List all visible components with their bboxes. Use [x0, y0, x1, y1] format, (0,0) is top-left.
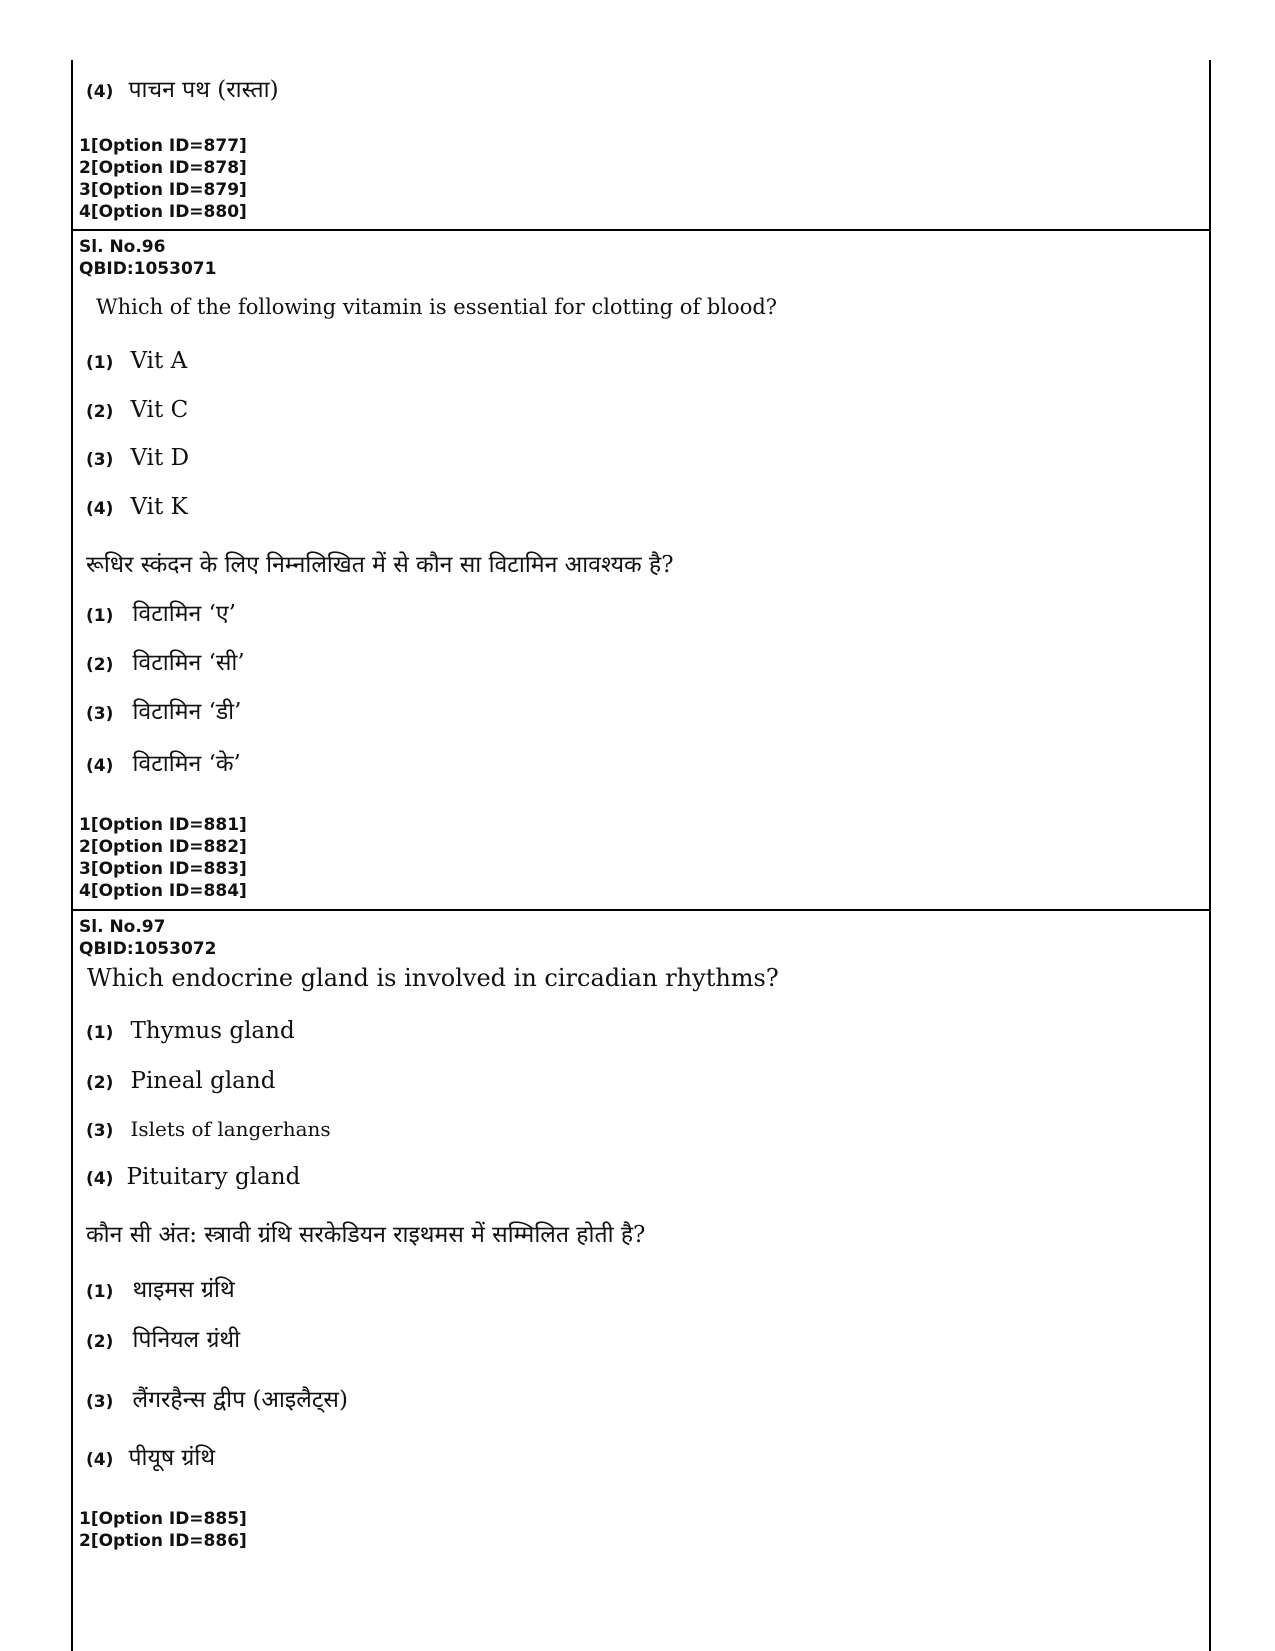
option-number: (1): [86, 1282, 114, 1302]
option-number: (2): [86, 402, 114, 422]
option-text: लैंगरहैन्स द्वीप (आइलैट्स): [132, 1387, 348, 1413]
q96-option-ids: [79, 814, 247, 902]
option-number: (4): [86, 756, 114, 776]
option-number: (4): [86, 499, 114, 519]
option-number: (4): [86, 1450, 114, 1470]
q96-option-en-3: [86, 445, 189, 471]
option-id-line: 1[Option ID=877]: [79, 136, 247, 156]
option-text: पिनियल ग्रंथी: [132, 1327, 241, 1353]
divider-q97: [71, 909, 1210, 911]
option-id-line: 3[Option ID=883]: [79, 859, 247, 879]
option-number: (3): [86, 450, 114, 470]
option-id-line: 4[Option ID=880]: [79, 202, 247, 222]
option-number: (3): [86, 1392, 114, 1412]
q97-option-hi-2: [86, 1322, 240, 1354]
q97-option-ids: [79, 1508, 247, 1552]
q96-option-en-4: [86, 494, 188, 520]
option-text: विटामिन ‘सी’: [132, 650, 245, 676]
option-id-line: 4[Option ID=884]: [79, 881, 247, 901]
q96-question-hi: रूधिर स्कंदन के लिए निम्नलिखित में से कौन सा विटामिन आवश्यक है?: [86, 552, 674, 578]
sl-no: Sl. No.96: [79, 237, 166, 257]
option-id-line: 2[Option ID=878]: [79, 158, 247, 178]
option-id-line: 3[Option ID=879]: [79, 180, 247, 200]
q96-option-en-2: [86, 397, 188, 423]
option-number: (2): [86, 1073, 114, 1093]
q97-option-en-2: [86, 1068, 275, 1094]
q96-header: [79, 236, 216, 280]
option-text: विटामिन ‘ए’: [132, 601, 236, 627]
q96-option-hi-2: [86, 645, 245, 677]
option-id-line: 2[Option ID=886]: [79, 1531, 247, 1551]
qbid: QBID:1053071: [79, 259, 217, 279]
option-text: Vit D: [130, 445, 190, 471]
q96-option-hi-1: [86, 596, 236, 628]
option-number: (2): [86, 1332, 114, 1352]
prev-option-ids: [79, 135, 247, 223]
option-text: Pineal gland: [130, 1068, 276, 1094]
option-number: (4): [86, 1169, 114, 1189]
option-text: Pituitary gland: [126, 1164, 301, 1190]
option-number: (2): [86, 655, 114, 675]
option-id-line: 2[Option ID=882]: [79, 837, 247, 857]
q96-option-en-1: [86, 348, 187, 374]
q97-option-en-3: [86, 1117, 331, 1141]
divider-q96: [71, 229, 1210, 231]
option-id-line: 1[Option ID=885]: [79, 1509, 247, 1529]
q97-option-hi-1: [86, 1272, 235, 1304]
option-text: पाचन पथ (रास्ता): [128, 77, 279, 103]
option-text: Vit A: [130, 348, 188, 374]
qbid: QBID:1053072: [79, 939, 217, 959]
option-number: (1): [86, 1023, 114, 1043]
option-number: (1): [86, 606, 114, 626]
q97-option-hi-4: [86, 1440, 215, 1472]
option-number: (3): [86, 704, 114, 724]
q97-option-en-4: [86, 1164, 300, 1190]
q96-option-hi-3: [86, 694, 241, 726]
q96-option-hi-4: [86, 746, 241, 778]
option-text: Vit C: [130, 397, 189, 423]
q97-option-hi-3: [86, 1382, 348, 1414]
option-text: विटामिन ‘के’: [132, 751, 241, 777]
q97-option-en-1: [86, 1018, 295, 1044]
q96-question-en: Which of the following vitamin is essential for clotting of blood?: [96, 295, 778, 319]
option-number: (4): [86, 82, 114, 102]
option-number: (1): [86, 353, 114, 373]
option-text: Thymus gland: [130, 1018, 295, 1044]
q97-question-en: Which endocrine gland is involved in circadian rhythms?: [87, 964, 779, 992]
option-text: पीयूष ग्रंथि: [128, 1445, 216, 1471]
option-text: Islets of langerhans: [130, 1117, 331, 1141]
option-id-line: 1[Option ID=881]: [79, 815, 247, 835]
option-text: विटामिन ‘डी’: [132, 699, 242, 725]
q97-header: [79, 916, 216, 960]
option-text: थाइमस ग्रंथि: [132, 1277, 235, 1303]
option-number: (3): [86, 1121, 114, 1141]
prev-option-4: [86, 72, 279, 104]
option-text: Vit K: [130, 494, 188, 520]
q97-question-hi: कौन सी अंत: स्त्रावी ग्रंथि सरकेडियन राइथमस में सम्मिलित होती है?: [86, 1222, 646, 1248]
sl-no: Sl. No.97: [79, 917, 166, 937]
